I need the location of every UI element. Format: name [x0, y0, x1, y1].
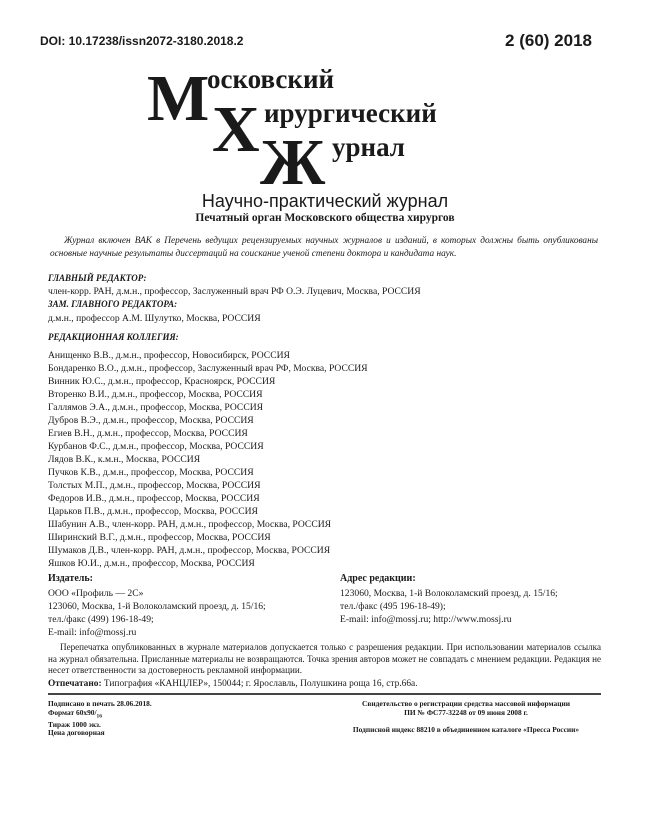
printed-at — [48, 679, 418, 689]
masthead-cap-3: Ж — [260, 126, 326, 199]
masthead-word-3: урнал — [332, 132, 405, 162]
address-label: Адрес редакции: — [340, 573, 416, 584]
publisher-label: Издатель: — [48, 573, 93, 584]
issue-number: 2 (60) 2018 — [505, 31, 592, 50]
vak-note: Журнал включен ВАК в Перечень ведущих рецензируемых научных журналов и изданий, в которых должны быть опубликованы основные научные результаты диссертаций на соискание ученой степени доктора и кандидата наук. — [50, 236, 598, 259]
board-member: Толстых М.П., д.м.н., профессор, Москва, РОССИЯ — [48, 480, 261, 491]
address-line: E-mail: info@mossj.ru; http://www.mossj.ru — [340, 614, 512, 625]
masthead-cap-2: Х — [212, 93, 260, 166]
doi-line: DOI: 10.17238/issn2072-3180.2018.2 — [40, 34, 244, 48]
journal-organ: Печатный орган Московского общества хирургов — [195, 212, 455, 224]
board-member: Вторенко В.И., д.м.н., профессор, Москва, РОССИЯ — [48, 389, 263, 400]
board-member: Шумаков Д.В., член-корр. РАН, д.м.н., профессор, Москва, РОССИЯ — [48, 545, 331, 556]
paper-format: Формат $60х90/_{16}$ — [48, 707, 103, 720]
journal-subtitle: Научно-практический журнал — [201, 191, 449, 211]
chief-editor-label: ГЛАВНЫЙ РЕДАКТОР: — [48, 273, 147, 283]
board-member: Курбанов Ф.С., д.м.н., профессор, Москва, РОССИЯ — [48, 441, 264, 452]
board-member: Ширинский В.Г., д.м.н., профессор, Москва, РОССИЯ — [48, 532, 271, 543]
board-member: Егиев В.Н., д.м.н., профессор, Москва, РОССИЯ — [48, 428, 248, 439]
subscription-index: Подписной индекс 88210 в объединенном каталоге «Пресса России» — [352, 725, 580, 735]
signed-date: Подписано в печать 28.06.2018. — [48, 699, 152, 708]
address-line: 123060, Москва, 1-й Волоколамский проезд, д. 15/16; — [340, 588, 558, 599]
editorial-address-block — [340, 573, 558, 626]
printed-at-label: Отпечатано: — [48, 679, 102, 689]
reprint-note: Перепечатка опубликованных в журнале материалов допускается только с разрешения редакции. При использовании материалов ссылка на журнал обязательна. Присланные материалы не возвращаются. Точка зрения авторов может не совпадать с мнением редакции. Редакция не несет ответственности за достоверность рекламной информации. — [48, 642, 601, 675]
board-member: Пучков К.В., д.м.н., профессор, Москва, РОССИЯ — [48, 467, 254, 478]
footer-left — [48, 700, 152, 738]
printed-at-text: Типография «КАНЦЛЕР», 150044; г. Ярославль, Полушкина роща 16, стр.66а. — [103, 679, 418, 689]
address-line: тел./факс (495 196-18-49); — [340, 601, 446, 612]
certificate-number: ПИ № ФС77-32248 от 09 июня 2008 г. — [404, 707, 528, 717]
board-member: Федоров И.В., д.м.н., профессор, Москва, РОССИЯ — [48, 493, 260, 504]
masthead-cap-1: М — [147, 62, 210, 135]
board-member: Дубров В.Э., д.м.н., профессор, Москва, РОССИЯ — [48, 415, 254, 426]
board-member: Лядов В.К., к.м.н., Москва, РОССИЯ — [48, 454, 201, 465]
board-member: Анищенко В.В., д.м.н., профессор, Новосибирск, РОССИЯ — [48, 350, 290, 361]
masthead-word-2: ирургический — [264, 98, 437, 128]
print-run: Тираж 1000 экз. — [48, 719, 101, 729]
board-member: Яшков Ю.И., д.м.н., профессор, Москва, РОССИЯ — [48, 558, 255, 569]
board-member: Галлямов Э.А., д.м.н., профессор, Москва, РОССИЯ — [48, 402, 264, 413]
board-member: Бондаренко В.О., д.м.н., профессор, Заслуженный врач РФ, Москва, РОССИЯ — [48, 363, 368, 374]
publisher-block — [48, 573, 266, 639]
deputy-editor-text: д.м.н., профессор А.М. Шулутко, Москва, РОССИЯ — [48, 313, 261, 324]
publisher-line: 123060, Москва, 1-й Волоколамский проезд, д. 15/16; — [48, 601, 266, 612]
publisher-line: E-mail: info@mossj.ru — [48, 627, 137, 638]
chief-editor-text: член-корр. РАН, д.м.н., профессор, Заслуженный врач РФ О.Э. Луцевич, Москва, РОССИЯ — [48, 286, 421, 297]
price: Цена договорная — [48, 728, 105, 738]
footer-right — [330, 700, 602, 735]
publisher-line: тел./факс (499) 196-18-49; — [48, 614, 154, 625]
masthead-word-1: осковский — [207, 64, 335, 94]
board-member: Шабунин А.В., член-корр. РАН, д.м.н., профессор, Москва, РОССИЯ — [48, 519, 332, 530]
board-member: Винник Ю.С., д.м.н., профессор, Красноярск, РОССИЯ — [48, 376, 276, 387]
board-members-list — [48, 349, 368, 570]
registration-certificate: Свидетельство о регистрации средства массовой информации — [362, 699, 570, 708]
footer-divider — [48, 693, 601, 695]
board-label: РЕДАКЦИОННАЯ КОЛЛЕГИЯ: — [48, 332, 179, 342]
board-member: Царьков П.В., д.м.н., профессор, Москва, РОССИЯ — [48, 506, 258, 517]
publisher-line: ООО «Профиль — 2С» — [48, 588, 144, 599]
deputy-editor-label: ЗАМ. ГЛАВНОГО РЕДАКТОРА: — [48, 299, 178, 309]
